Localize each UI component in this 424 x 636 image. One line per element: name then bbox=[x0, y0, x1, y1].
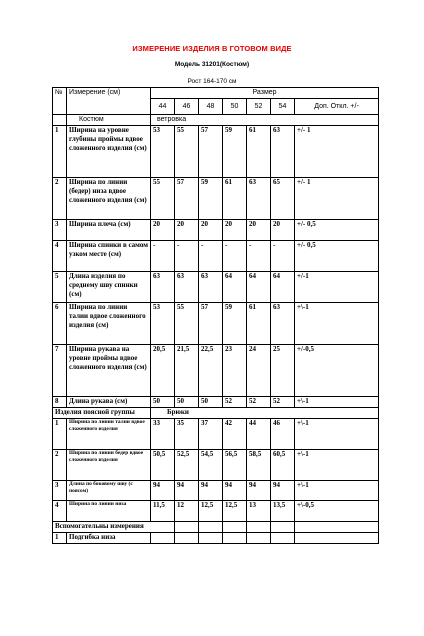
size-value-cell: 94 bbox=[151, 481, 175, 501]
size-value-cell: 61 bbox=[247, 126, 271, 178]
table-row bbox=[53, 178, 379, 220]
size-value-cell: 63 bbox=[271, 303, 295, 345]
row-number: 8 bbox=[53, 397, 67, 408]
size-value-cell: 57 bbox=[175, 178, 199, 220]
size-value-cell: 61 bbox=[223, 178, 247, 220]
row-number: 3 bbox=[53, 220, 67, 241]
size-value-cell: 20 bbox=[199, 220, 223, 241]
row-measurement-name: Ширина по линии бедер вдвое сложенного изделия bbox=[67, 450, 151, 481]
size-value-cell: 59 bbox=[223, 303, 247, 345]
size-value-cell: 25 bbox=[271, 345, 295, 397]
size-value-cell: 65 bbox=[271, 178, 295, 220]
size-value-cell: 52 bbox=[247, 397, 271, 408]
table-row bbox=[53, 241, 379, 272]
tolerance-cell: +\-1 bbox=[295, 419, 379, 450]
size-value-cell: 50 bbox=[199, 397, 223, 408]
row-number: 2 bbox=[53, 450, 67, 481]
size-value-cell: 44 bbox=[247, 419, 271, 450]
row-measurement-name: Длина изделия по среднему шву спинки (см) bbox=[67, 272, 151, 303]
table-row bbox=[53, 533, 379, 544]
document-title: ИЗМЕРЕНИЕ ИЗДЕЛИЯ В ГОТОВОМ ВИДЕ bbox=[132, 44, 292, 53]
tolerance-cell: +/- 1 bbox=[295, 178, 379, 220]
size-value-cell: - bbox=[247, 241, 271, 272]
size-value-cell: 20 bbox=[151, 220, 175, 241]
header-measure: Измерение (см) bbox=[67, 88, 151, 115]
tolerance-cell: +\-1 bbox=[295, 450, 379, 481]
section-label: Изделия поясной группы bbox=[53, 408, 151, 419]
row-number: 7 bbox=[53, 345, 67, 397]
size-value-cell: 55 bbox=[175, 126, 199, 178]
row-number: 4 bbox=[53, 501, 67, 522]
table-row bbox=[53, 345, 379, 397]
tolerance-cell: +/- 0,5 bbox=[295, 241, 379, 272]
size-value-cell: 94 bbox=[247, 481, 271, 501]
row-measurement-name: Подгибка низа bbox=[67, 533, 151, 544]
header-size: Размер bbox=[151, 88, 379, 99]
size-value-cell: 50,5 bbox=[151, 450, 175, 481]
table-row bbox=[53, 220, 379, 241]
row-number: 2 bbox=[53, 178, 67, 220]
table-row bbox=[53, 126, 379, 178]
size-value-cell: 64 bbox=[223, 272, 247, 303]
size-value-cell: 63 bbox=[175, 272, 199, 303]
section-row bbox=[53, 115, 379, 126]
row-measurement-name: Ширина плеча (см) bbox=[67, 220, 151, 241]
size-header-cell: 44 bbox=[151, 99, 175, 115]
tolerance-cell: +\-1 bbox=[295, 397, 379, 408]
tolerance-cell: +\-0,5 bbox=[295, 501, 379, 522]
row-number: 1 bbox=[53, 126, 67, 178]
size-value-cell: 64 bbox=[247, 272, 271, 303]
table-row bbox=[53, 272, 379, 303]
row-measurement-name: Ширина по линии (бедер) низа вдвое сложенного изделия (см) bbox=[67, 178, 151, 220]
tolerance-cell: +/- 0,5 bbox=[295, 220, 379, 241]
size-value-cell: 22,5 bbox=[199, 345, 223, 397]
size-value-cell: 58,5 bbox=[247, 450, 271, 481]
measurement-table bbox=[52, 87, 379, 544]
table-row bbox=[53, 397, 379, 408]
size-value-cell: 50 bbox=[175, 397, 199, 408]
size-value-cell: 21,5 bbox=[175, 345, 199, 397]
size-value-cell: 35 bbox=[175, 419, 199, 450]
size-value-cell: 57 bbox=[199, 303, 223, 345]
model-name: Модель 31201(Костюм) bbox=[174, 61, 250, 68]
size-value-cell: 13,5 bbox=[271, 501, 295, 522]
size-value-cell: - bbox=[175, 241, 199, 272]
size-value-cell: 63 bbox=[199, 272, 223, 303]
size-value-cell: 42 bbox=[223, 419, 247, 450]
size-value-cell: 56,5 bbox=[223, 450, 247, 481]
size-value-cell: 13 bbox=[247, 501, 271, 522]
row-measurement-name: Ширина спинки в самом узком месте (см) bbox=[67, 241, 151, 272]
size-value-cell: 61 bbox=[247, 303, 271, 345]
row-number: 3 bbox=[53, 481, 67, 501]
size-value-cell: 33 bbox=[151, 419, 175, 450]
row-number: 6 bbox=[53, 303, 67, 345]
size-value-cell: 11,5 bbox=[151, 501, 175, 522]
size-value-cell: 94 bbox=[223, 481, 247, 501]
section-label: Костюм bbox=[67, 115, 151, 126]
section-row bbox=[53, 522, 379, 533]
size-value-cell: 63 bbox=[271, 126, 295, 178]
size-value-cell: 20 bbox=[175, 220, 199, 241]
row-measurement-name: Длина рукава (см) bbox=[67, 397, 151, 408]
size-value-cell: 20 bbox=[223, 220, 247, 241]
size-value-cell: 52,5 bbox=[175, 450, 199, 481]
tolerance-cell: +/-0,5 bbox=[295, 345, 379, 397]
size-value-cell: 55 bbox=[151, 178, 175, 220]
size-value-cell: 52 bbox=[223, 397, 247, 408]
tolerance-cell: +\-1 bbox=[295, 481, 379, 501]
size-value-cell: 23 bbox=[223, 345, 247, 397]
size-value-cell: 94 bbox=[175, 481, 199, 501]
row-measurement-name: Длина по боковому шву (с поясом) bbox=[67, 481, 151, 501]
section-garment: Брюки bbox=[151, 408, 379, 419]
row-number: 1 bbox=[53, 533, 67, 544]
size-value-cell: 54,5 bbox=[199, 450, 223, 481]
size-value-cell: - bbox=[199, 241, 223, 272]
size-value-cell: 63 bbox=[247, 178, 271, 220]
tolerance-header: Доп. Откл. +/- bbox=[295, 99, 379, 115]
size-value-cell: 12,5 bbox=[199, 501, 223, 522]
size-value-cell: 60,5 bbox=[271, 450, 295, 481]
header-no: № bbox=[53, 88, 67, 115]
size-value-cell: 94 bbox=[271, 481, 295, 501]
section-label: Вспомогательны измерения bbox=[53, 522, 175, 533]
size-value-cell: 57 bbox=[199, 126, 223, 178]
size-value-cell: 52 bbox=[271, 397, 295, 408]
size-value-cell: - bbox=[223, 241, 247, 272]
row-number: 1 bbox=[53, 419, 67, 450]
size-value-cell: - bbox=[151, 241, 175, 272]
size-value-cell: 53 bbox=[151, 126, 175, 178]
size-header-cell: 54 bbox=[271, 99, 295, 115]
table-row bbox=[53, 450, 379, 481]
height-range: Рост 164-170 см bbox=[187, 78, 237, 85]
section-garment: ветровка bbox=[151, 115, 379, 126]
table-row bbox=[53, 419, 379, 450]
size-header-cell: 48 bbox=[199, 99, 223, 115]
size-header-cell: 52 bbox=[247, 99, 271, 115]
size-value-cell: 12,5 bbox=[223, 501, 247, 522]
size-value-cell: 55 bbox=[175, 303, 199, 345]
size-value-cell: - bbox=[271, 241, 295, 272]
size-value-cell: 37 bbox=[199, 419, 223, 450]
size-value-cell: 94 bbox=[199, 481, 223, 501]
row-measurement-name: Ширина по линии низа bbox=[67, 501, 151, 522]
table-row bbox=[53, 303, 379, 345]
size-value-cell: 59 bbox=[199, 178, 223, 220]
size-value-cell: 53 bbox=[151, 303, 175, 345]
tolerance-cell: +\-1 bbox=[295, 303, 379, 345]
size-value-cell: 20 bbox=[247, 220, 271, 241]
size-header-cell: 46 bbox=[175, 99, 199, 115]
size-value-cell: 24 bbox=[247, 345, 271, 397]
size-value-cell: 12 bbox=[175, 501, 199, 522]
size-value-cell: 20 bbox=[271, 220, 295, 241]
section-row bbox=[53, 408, 379, 419]
size-value-cell: 59 bbox=[223, 126, 247, 178]
size-value-cell: 64 bbox=[271, 272, 295, 303]
row-measurement-name: Ширина рукава на уровне проймы вдвое сложенного изделия (см) bbox=[67, 345, 151, 397]
row-measurement-name: Ширина на уровне глубины проймы вдвое сложенного изделия (см) bbox=[67, 126, 151, 178]
row-number: 5 bbox=[53, 272, 67, 303]
size-value-cell: 46 bbox=[271, 419, 295, 450]
size-header-cell: 50 bbox=[223, 99, 247, 115]
table-row bbox=[53, 501, 379, 522]
tolerance-cell: +/-1 bbox=[295, 272, 379, 303]
size-value-cell: 63 bbox=[151, 272, 175, 303]
tolerance-cell: +/- 1 bbox=[295, 126, 379, 178]
row-number: 4 bbox=[53, 241, 67, 272]
size-value-cell: 50 bbox=[151, 397, 175, 408]
table-row bbox=[53, 481, 379, 501]
row-measurement-name: Ширина по линии талии вдвое сложенного изделия (см) bbox=[67, 303, 151, 345]
row-measurement-name: Ширина по линии талии вдвое сложенного изделия bbox=[67, 419, 151, 450]
size-value-cell: 20,5 bbox=[151, 345, 175, 397]
